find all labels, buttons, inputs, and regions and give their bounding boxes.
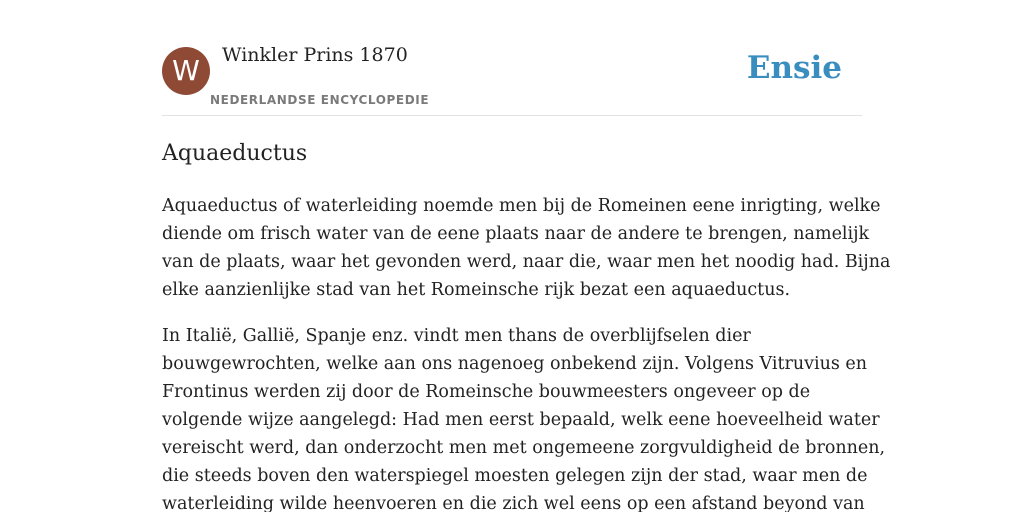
paragraph-line: bouwgewrochten, welke aan ons nagenoeg onbekend zijn. Volgens Vitruvius en xyxy=(162,354,868,374)
paragraph-line: van de plaats, waar het gevonden werd, naar die, waar men het noodig had. Bijna xyxy=(162,252,891,272)
paragraph-line: waterleiding wilde heenvoeren en die zich wel eens op een afstand beyond van xyxy=(162,494,865,512)
article xyxy=(162,138,891,512)
source-avatar[interactable]: W xyxy=(162,47,210,95)
paragraph-line: In Italië, Gallië, Spanje enz. vindt men thans de overblijfselen dier xyxy=(162,326,751,346)
paragraph-line: elke aanzienlijke stad van het Romeinsche rijk bezat een aquaeductus. xyxy=(162,280,791,300)
ensie-logo[interactable]: Ensie xyxy=(746,50,842,86)
paragraph-line: volgende wijze aangelegd: Had men eerst bepaald, welk eene hoeveelheid water xyxy=(162,410,880,430)
paragraph-line: vereischt werd, dan onderzocht men met ongemeene zorgvuldigheid de bronnen, xyxy=(162,438,886,458)
paragraph-line: die steeds boven den waterspiegel moesten gelegen zijn der stad, waar men de xyxy=(162,466,868,486)
paragraph-line: Frontinus werden zij door de Romeinsche bouwmeesters ongeveer op de xyxy=(162,382,811,402)
article-paragraph-1 xyxy=(162,192,891,304)
paragraph-line: diende om frisch water van de eene plaats naar de andere te brengen, namelijk xyxy=(162,224,870,244)
source-subtitle: NEDERLANDSE ENCYCLOPEDIE xyxy=(210,93,430,107)
header xyxy=(162,0,862,116)
paragraph-line: Aquaeductus of waterleiding noemde men bij de Romeinen eene inrigting, welke xyxy=(162,196,881,216)
article-paragraph-2 xyxy=(162,322,886,512)
article-title: Aquaeductus xyxy=(162,141,308,166)
source-title[interactable]: Winkler Prins 1870 xyxy=(222,44,408,66)
